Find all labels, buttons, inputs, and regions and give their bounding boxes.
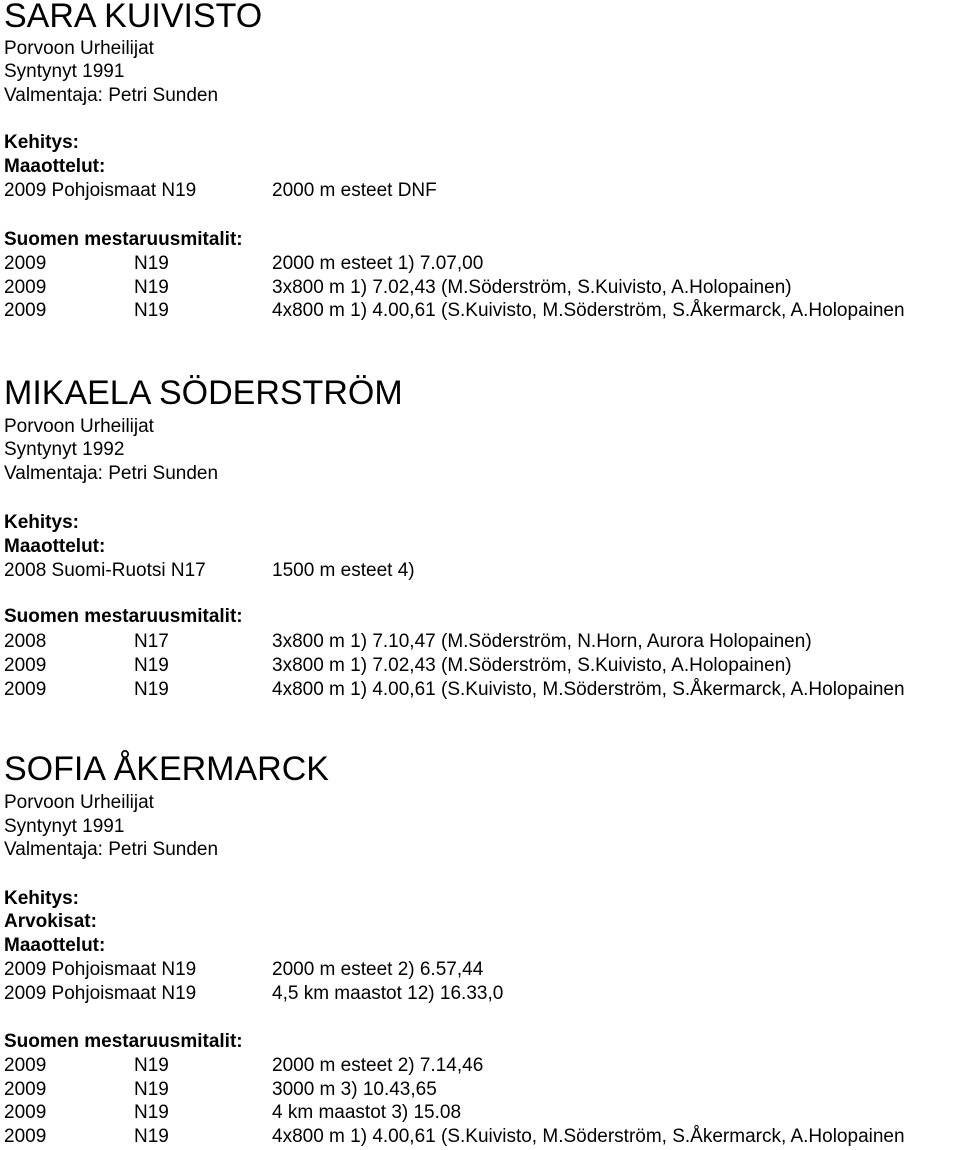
maaottelu-event: 2009 Pohjoismaat N19 [4, 983, 197, 1004]
sm-year: 2009 [4, 679, 47, 700]
maaottelu-event: 2009 Pohjoismaat N19 [4, 180, 197, 201]
sm-year: 2009 [4, 655, 47, 676]
sm-result: 2000 m esteet 2) 7.14,46 [272, 1055, 484, 1076]
sm-year: 2008 [4, 631, 47, 652]
athlete-club: Porvoon Urheilijat [4, 792, 154, 813]
sm-result: 3000 m 3) 10.43,65 [272, 1079, 437, 1100]
maaottelu-event: 2009 Pohjoismaat N19 [4, 959, 197, 980]
sm-year: 2009 [4, 1102, 47, 1123]
maaottelut-heading: Maaottelut: [4, 156, 106, 177]
sm-result: 3x800 m 1) 7.02,43 (M.Söderström, S.Kuivisto, A.Holopainen) [272, 277, 792, 298]
sm-year: 2009 [4, 277, 47, 298]
kehitys-heading: Kehitys: [4, 512, 79, 533]
athlete-coach: Valmentaja: Petri Sunden [4, 85, 219, 106]
sm-class: N19 [134, 1126, 169, 1147]
athlete-name: SARA KUIVISTO [4, 0, 263, 35]
sm-year: 2009 [4, 1055, 47, 1076]
sm-year: 2009 [4, 253, 47, 274]
sm-result: 2000 m esteet 1) 7.07,00 [272, 253, 484, 274]
sm-result: 4x800 m 1) 4.00,61 (S.Kuivisto, M.Söderström, S.Åkermarck, A.Holopainen [272, 300, 905, 321]
maaottelu-result: 4,5 km maastot 12) 16.33,0 [272, 983, 504, 1004]
athlete-coach: Valmentaja: Petri Sunden [4, 839, 219, 860]
sm-class: N19 [134, 655, 169, 676]
maaottelut-heading: Maaottelut: [4, 935, 106, 956]
sm-class: N19 [134, 679, 169, 700]
athlete-club: Porvoon Urheilijat [4, 38, 154, 59]
maaottelu-result: 1500 m esteet 4) [272, 560, 415, 581]
maaottelut-heading: Maaottelut: [4, 536, 106, 557]
athlete-club: Porvoon Urheilijat [4, 416, 154, 437]
sm-class: N19 [134, 300, 169, 321]
maaottelu-result: 2000 m esteet DNF [272, 180, 437, 201]
maaottelu-event: 2008 Suomi-Ruotsi N17 [4, 560, 206, 581]
sm-class: N19 [134, 1079, 169, 1100]
maaottelu-result: 2000 m esteet 2) 6.57,44 [272, 959, 484, 980]
sm-class: N19 [134, 253, 169, 274]
kehitys-heading: Kehitys: [4, 132, 79, 153]
sm-class: N19 [134, 277, 169, 298]
sm-year: 2009 [4, 1079, 47, 1100]
sm-year: 2009 [4, 1126, 47, 1147]
sm-result: 4x800 m 1) 4.00,61 (S.Kuivisto, M.Söderström, S.Åkermarck, A.Holopainen [272, 679, 905, 700]
sm-result: 4 km maastot 3) 15.08 [272, 1102, 462, 1123]
sm-heading: Suomen mestaruusmitalit: [4, 1031, 243, 1052]
athlete-name: SOFIA ÅKERMARCK [4, 750, 329, 788]
sm-heading: Suomen mestaruusmitalit: [4, 229, 243, 250]
sm-class: N17 [134, 631, 169, 652]
sm-result: 3x800 m 1) 7.10,47 (M.Söderström, N.Horn, Aurora Holopainen) [272, 631, 812, 652]
athlete-born: Syntynyt 1991 [4, 61, 125, 82]
sm-class: N19 [134, 1102, 169, 1123]
sm-year: 2009 [4, 300, 47, 321]
sm-result: 3x800 m 1) 7.02,43 (M.Söderström, S.Kuivisto, A.Holopainen) [272, 655, 792, 676]
athlete-coach: Valmentaja: Petri Sunden [4, 463, 219, 484]
kehitys-heading: Kehitys: [4, 888, 79, 909]
arvokisat-heading: Arvokisat: [4, 911, 97, 932]
athlete-born: Syntynyt 1992 [4, 439, 125, 460]
athlete-born: Syntynyt 1991 [4, 816, 125, 837]
sm-class: N19 [134, 1055, 169, 1076]
athlete-name: MIKAELA SÖDERSTRÖM [4, 374, 403, 412]
sm-result: 4x800 m 1) 4.00,61 (S.Kuivisto, M.Söderström, S.Åkermarck, A.Holopainen [272, 1126, 905, 1147]
sm-heading: Suomen mestaruusmitalit: [4, 606, 243, 627]
